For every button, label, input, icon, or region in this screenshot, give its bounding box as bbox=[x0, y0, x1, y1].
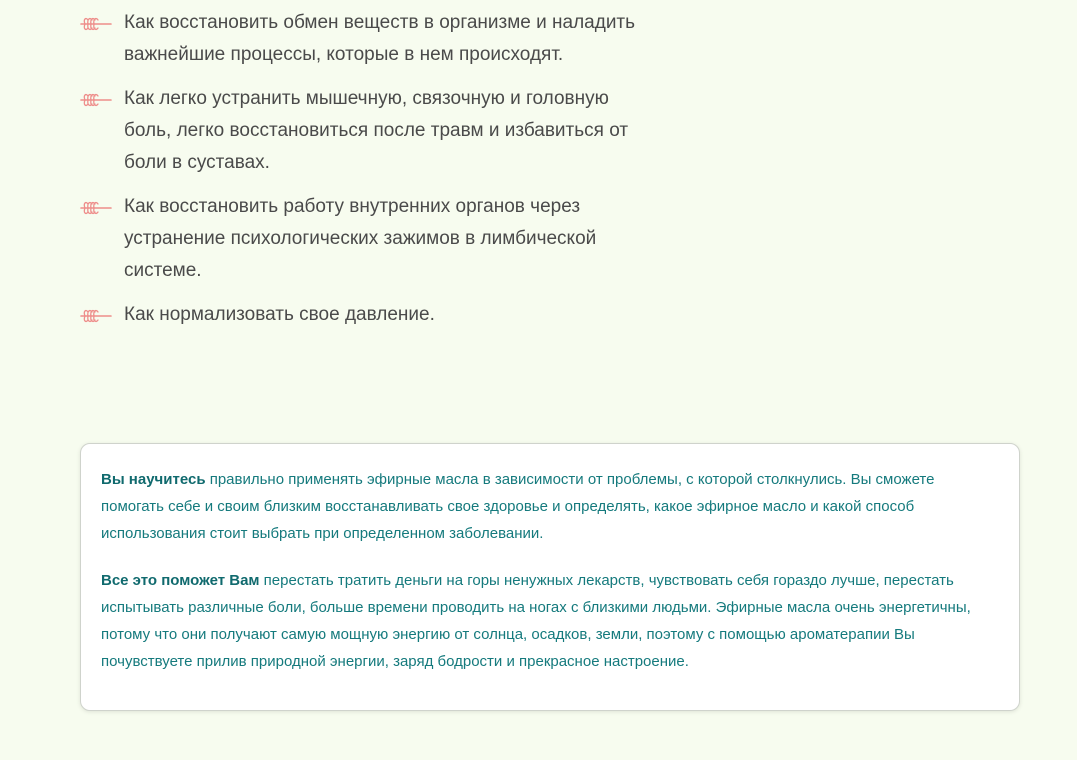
paragraph-text: правильно применять эфирные масла в зависимости от проблемы, с которой столкнулись. Вы сможете помогать себе и своим близким восстанавливать свое здоровье и определять, какое эфирное масло и какой способ использования стоит выбрать при определенном заболевании. bbox=[101, 471, 935, 542]
card-paragraph bbox=[101, 466, 999, 547]
paragraph-text: перестать тратить деньги на горы ненужных лекарств, чувствовать себя гораздо лучше, перестать испытывать различные боли, больше времени проводить на ногах с близкими людьми. Эфирные масла очень энергетичны, потому что они получают самую мощную энергию от солнца, осадков, земли, поэтому с помощью ароматерапии Вы почувствуете прилив природной энергии, заряд бодрости и прекрасное настроение. bbox=[101, 572, 971, 670]
benefit-item bbox=[80, 83, 640, 179]
branch-icon bbox=[80, 89, 112, 109]
benefit-item bbox=[80, 191, 640, 287]
benefit-text: Как восстановить обмен веществ в организме и наладить важнейшие процессы, которые в нем происходят. bbox=[124, 12, 636, 65]
branch-icon bbox=[80, 305, 112, 325]
info-card bbox=[80, 443, 1020, 711]
card-paragraph bbox=[101, 567, 999, 675]
branch-icon bbox=[80, 197, 112, 217]
paragraph-lead: Все это поможет Вам bbox=[101, 572, 260, 589]
benefit-text: Как легко устранить мышечную, связочную и головную боль, легко восстановиться после травм и избавиться от боли в суставах. bbox=[124, 88, 629, 173]
benefit-text: Как восстановить работу внутренних органов через устранение психологических зажимов в лимбической системе. bbox=[124, 196, 597, 281]
branch-icon bbox=[80, 13, 112, 33]
benefit-item bbox=[80, 299, 640, 331]
benefits-list bbox=[80, 7, 640, 343]
benefit-text: Как нормализовать свое давление. bbox=[124, 304, 435, 325]
paragraph-lead: Вы научитесь bbox=[101, 471, 206, 488]
benefit-item bbox=[80, 7, 640, 71]
